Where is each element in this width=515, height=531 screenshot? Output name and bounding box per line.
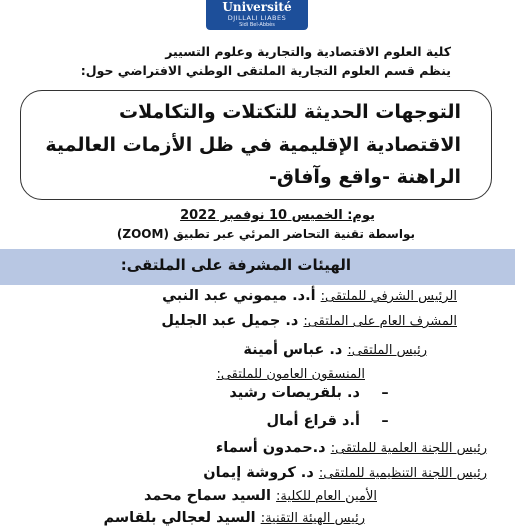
technical-name: السيد لعجالي بلقاسم (103, 510, 256, 526)
technical-label: رئيس الهيئة التقنية: (260, 511, 365, 526)
title-box (20, 90, 492, 200)
general-supervisor-label: المشرف العام على الملتقى: (303, 314, 457, 329)
event-date: يوم: الخميس 10 نوفمبر 2022 (180, 208, 375, 223)
coordinators-label: المنسقون العامون للملتقى: (216, 367, 365, 382)
chair-name: د. عباس أمينة (243, 342, 343, 358)
honorary-president (162, 288, 457, 304)
general-supervisor (161, 313, 457, 329)
general-supervisor-name: د. جميل عبد الجليل (161, 313, 299, 329)
honorary-label: الرئيس الشرفي للملتقى: (320, 289, 457, 304)
coordinators-heading (216, 367, 365, 382)
logo-line1: DJILLALI LIABES (227, 14, 287, 22)
organizing-committee-chair (203, 465, 487, 481)
scientific-committee-chair (216, 440, 487, 456)
title-line-3: الراهنة -واقع وآفاق- (268, 166, 461, 188)
title-line-2: الاقتصادية الإقليمية في ظل الأزمات العالمية (45, 134, 461, 156)
scientific-label: رئيس اللجنة العلمية للملتقى: (330, 441, 487, 456)
coordinator-name: أ.د قراع أمال (266, 413, 360, 429)
coordinator-item (229, 385, 405, 401)
committee-heading: الهيئات المشرفة على الملتقى: (120, 256, 351, 274)
coordinator-item (267, 413, 405, 429)
secretary-name: السيد سماح محمد (144, 488, 271, 504)
bullet-dash-icon: – (381, 413, 389, 429)
technical-committee-chair (104, 510, 365, 526)
organizer-text: ينظم قسم العلوم التجارية الملتقى الوطني الافتراضي حول: (80, 63, 451, 78)
faculty-name: كلية العلوم الاقتصادية والتجارية وعلوم التسيير (165, 44, 451, 59)
coordinator-name: د. بلقريصات رشيد (229, 385, 360, 401)
logo-line2: Sidi Bel-Abbès (239, 22, 275, 28)
title-line-1: التوجهات الحديثة للتكتلات والتكاملات (119, 101, 461, 123)
logo-brand: Université (222, 0, 292, 14)
honorary-name: أ.د. ميموني عبد النبي (162, 288, 316, 304)
bullet-dash-icon: – (381, 385, 389, 401)
organizing-label: رئيس اللجنة التنظيمية للملتقى: (318, 466, 487, 481)
faculty-secretary (144, 488, 377, 504)
committee-heading-band (0, 249, 515, 285)
conference-chair (243, 342, 427, 358)
event-platform: بواسطة تقنية التحاضر المرئي عبر تطبيق (ZOOM) (116, 227, 415, 241)
organizing-name: د. كروشة إيمان (203, 465, 314, 481)
chair-label: رئيس الملتقى: (347, 343, 427, 358)
scientific-name: د.حمدون أسماء (215, 440, 326, 456)
university-logo (206, 0, 308, 30)
secretary-label: الأمين العام للكلية: (276, 489, 377, 504)
